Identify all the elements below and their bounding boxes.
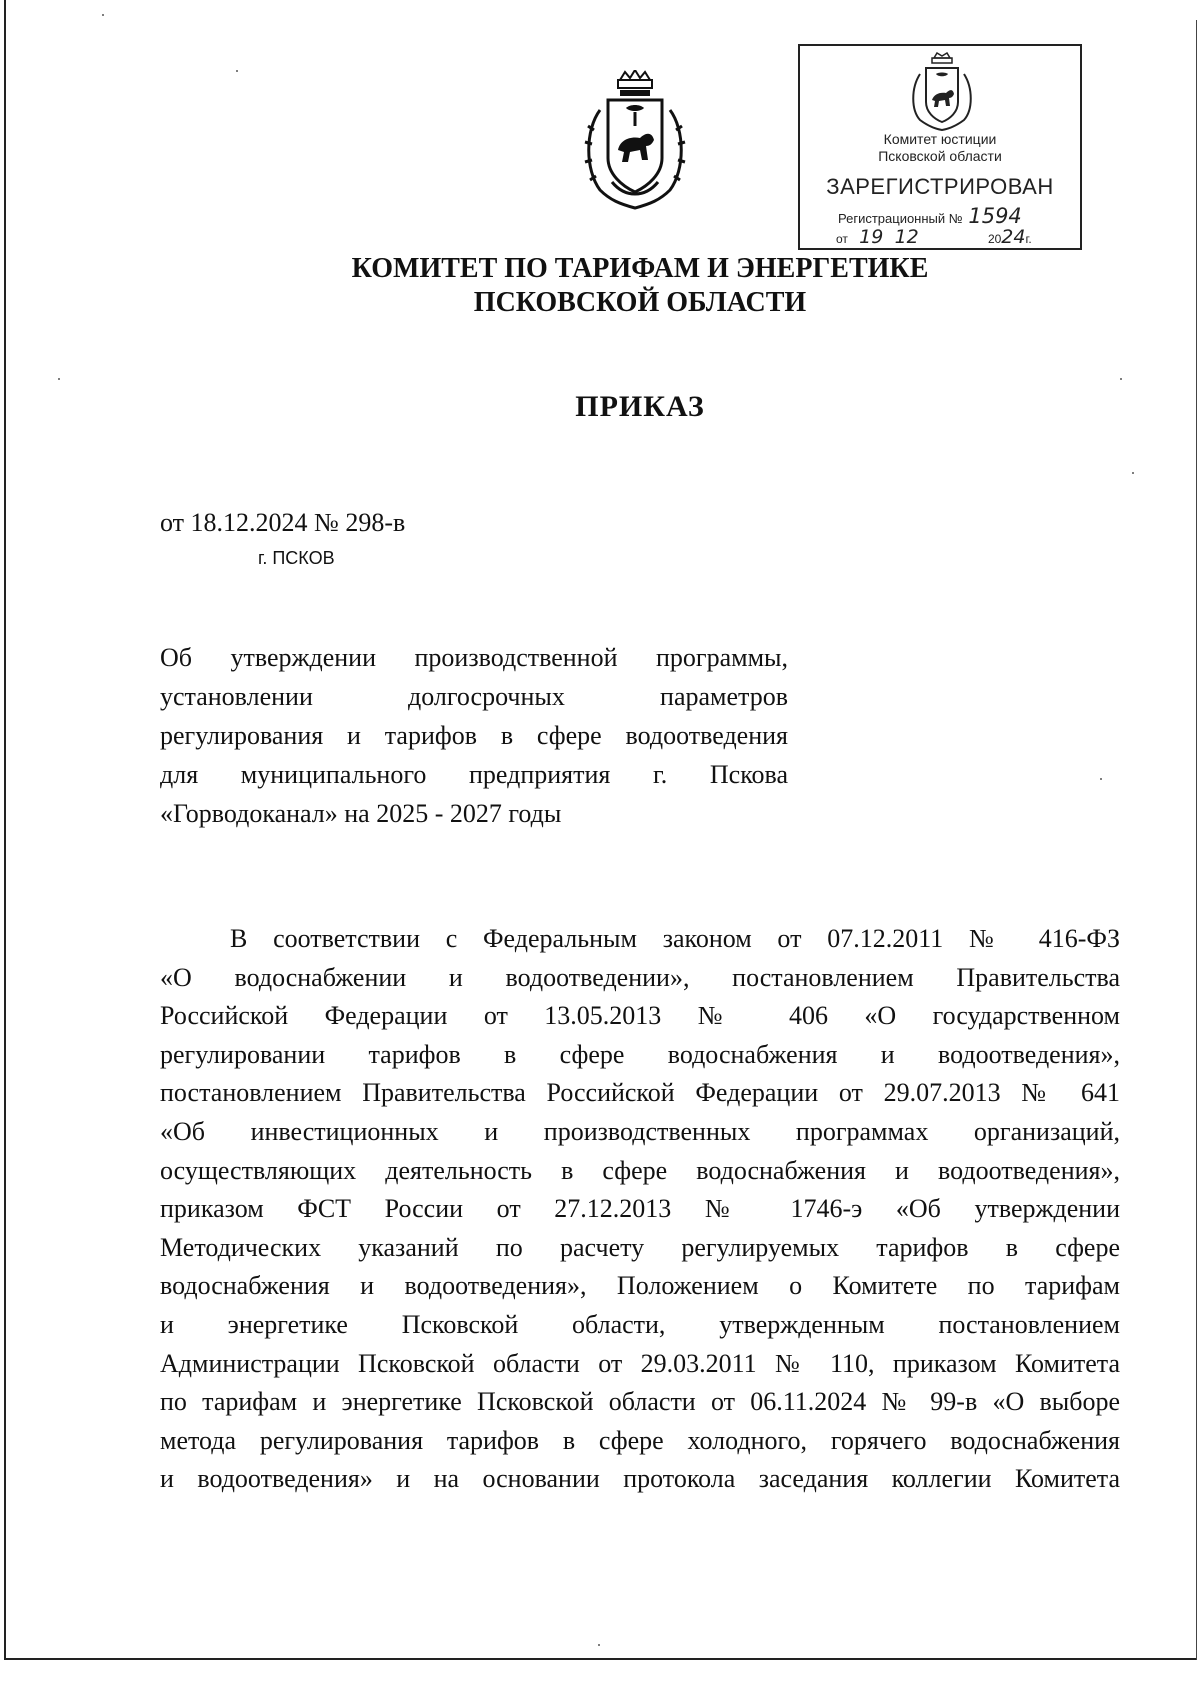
stamp-coat-of-arms-icon xyxy=(908,52,976,132)
order-date-number: от 18.12.2024 № 298-в xyxy=(160,508,406,537)
scan-speck xyxy=(1132,472,1134,474)
body-line: постановлением Правительства Российской Федерации от 29.07.2013 № 641 xyxy=(160,1078,1120,1108)
scan-speck xyxy=(236,70,238,72)
body-line: по тарифам и энергетике Псковской области от 06.11.2024 № 99-в «О выборе xyxy=(160,1387,1120,1417)
stamp-status: ЗАРЕГИСТРИРОВАН xyxy=(826,174,1054,199)
org-title-line1: КОМИТЕТ ПО ТАРИФАМ И ЭНЕРГЕТИКЕ xyxy=(351,253,929,284)
order-city: г. ПСКОВ xyxy=(258,548,335,568)
body-line: «О водоснабжении и водоотведении», постановлением Правительства xyxy=(160,962,1120,992)
org-title-line2: ПСКОВСКОЙ ОБЛАСТИ xyxy=(473,287,807,318)
stamp-date-year-prefix: 20 xyxy=(987,232,1002,246)
order-subject xyxy=(160,638,788,833)
subject-line: регулирования и тарифов в сфере водоотведения xyxy=(160,721,788,750)
subject-line: для муниципального предприятия г. Пскова xyxy=(160,760,788,789)
subject-line: установлении долгосрочных параметров xyxy=(160,682,788,711)
stamp-date-year: 24 xyxy=(1001,226,1026,248)
body-line: и энергетике Псковской области, утвержденным постановлением xyxy=(160,1309,1120,1339)
body-line: и водоотведения» и на основании протокола заседания коллегии Комитета xyxy=(160,1464,1120,1494)
stamp-registration-number xyxy=(838,204,1022,228)
stamp-org-line1: Комитет юстиции xyxy=(883,131,997,147)
stamp-date-month: 12 xyxy=(894,226,919,248)
body-line: Методических указаний по расчету регулируемых тарифов в сфере xyxy=(160,1232,1120,1262)
scan-speck xyxy=(598,1644,600,1646)
scan-speck xyxy=(58,378,60,380)
body-line: метода регулирования тарифов в сфере холодного, горячего водоснабжения xyxy=(160,1425,1120,1455)
body-line: осуществляющих деятельность в сфере водоснабжения и водоотведения», xyxy=(160,1155,1120,1185)
registration-stamp xyxy=(798,44,1082,250)
page-border-bottom xyxy=(4,1658,1196,1660)
stamp-reg-number: 1594 xyxy=(968,204,1022,228)
body-line: В соответствии с Федеральным законом от 07.12.2011 № 416-ФЗ xyxy=(230,924,1120,953)
body-line: «Об инвестиционных и производственных программах организаций, xyxy=(160,1116,1120,1146)
stamp-date-suffix: г. xyxy=(1025,232,1032,246)
scan-speck xyxy=(1120,378,1122,380)
page-border-left xyxy=(4,0,6,1660)
stamp-reg-label: Регистрационный № xyxy=(838,211,963,226)
body-line: регулировании тарифов в сфере водоснабжения и водоотведения», xyxy=(160,1039,1120,1069)
body-line: Российской Федерации от 13.05.2013 № 406 «О государственном xyxy=(160,1001,1120,1031)
subject-line: «Горводоканал» на 2025 - 2027 годы xyxy=(160,799,562,828)
stamp-org-line2: Псковской области xyxy=(878,148,1002,164)
scan-speck xyxy=(1100,778,1102,780)
stamp-date xyxy=(836,226,1032,249)
coat-of-arms-icon xyxy=(580,70,690,210)
body-line: Администрации Псковской области от 29.03.2011 № 110, приказом Комитета xyxy=(160,1348,1120,1378)
stamp-date-prefix: от xyxy=(836,232,848,246)
body-line: приказом ФСТ России от 27.12.2013 № 1746-э «Об утверждении xyxy=(160,1194,1120,1224)
document-type-title: ПРИКАЗ xyxy=(575,390,705,423)
body-line: водоснабжения и водоотведения», Положением о Комитете по тарифам xyxy=(160,1271,1120,1301)
body-paragraph xyxy=(160,920,1120,1499)
subject-line: Об утверждении производственной программы, xyxy=(160,643,788,672)
scan-speck xyxy=(102,14,104,16)
stamp-date-day: 19 xyxy=(859,226,884,248)
